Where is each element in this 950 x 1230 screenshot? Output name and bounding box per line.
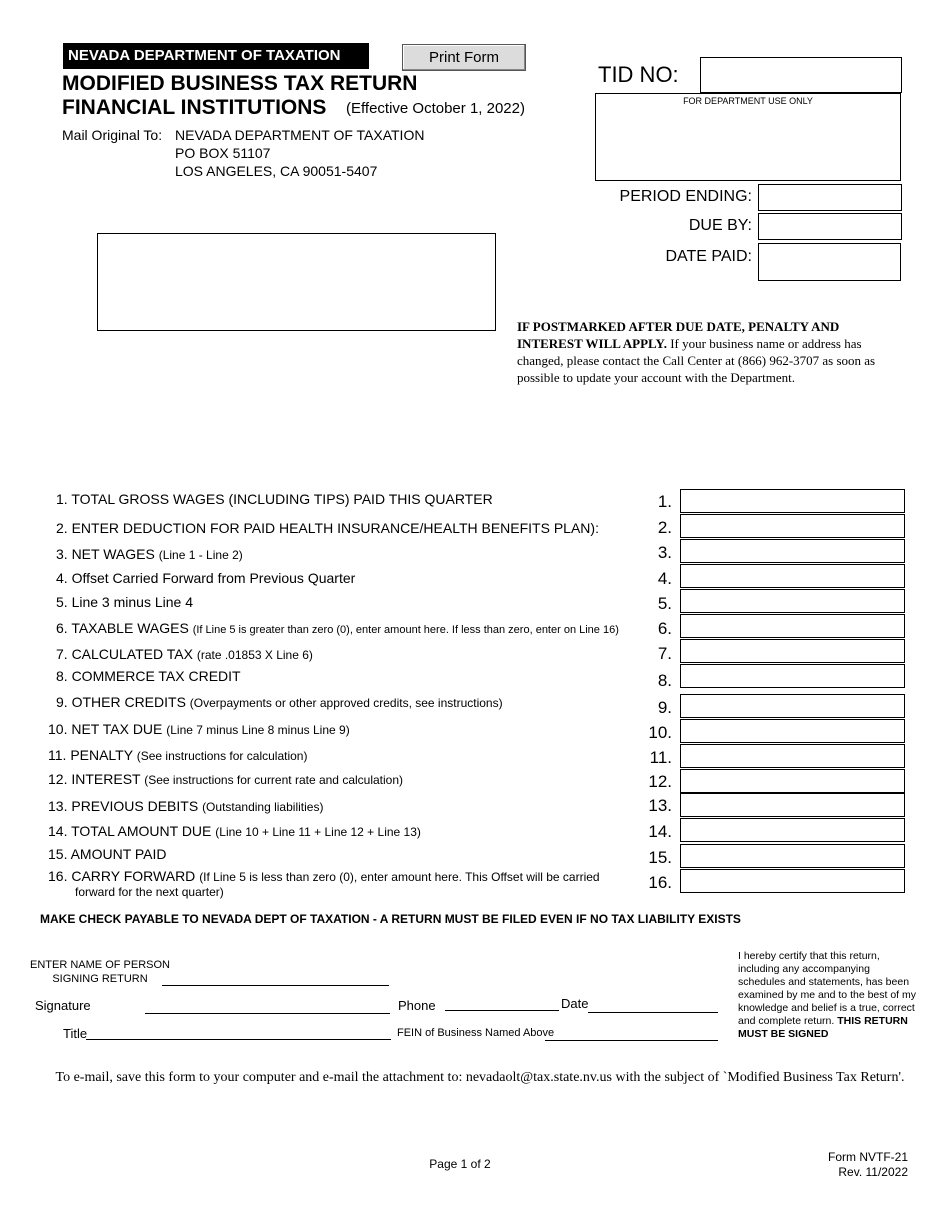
line-number: 10. — [648, 723, 672, 742]
line-amount-input[interactable] — [680, 539, 905, 563]
tid-input[interactable] — [700, 57, 902, 93]
line-label: 14. TOTAL AMOUNT DUE (Line 10 + Line 11 + Line 12 + Line 13) — [48, 823, 421, 839]
line-amount-input[interactable] — [680, 793, 905, 817]
fein-label: FEIN of Business Named Above — [397, 1027, 555, 1039]
line-label: 8. COMMERCE TAX CREDIT — [56, 668, 241, 684]
line-label: 6. TAXABLE WAGES (If Line 5 is greater than zero (0), enter amount here. If less than zero, enter on Line 16) — [56, 620, 619, 636]
taxpayer-address-box[interactable] — [97, 233, 496, 331]
line-label: 4. Offset Carried Forward from Previous Quarter — [56, 570, 356, 586]
line-amount-input[interactable] — [680, 614, 905, 638]
signature-label: Signature — [35, 998, 91, 1013]
date-label: Date — [561, 996, 589, 1011]
line-amount-input[interactable] — [680, 769, 905, 793]
tid-label: TID NO: — [598, 62, 679, 87]
line-label: 16. CARRY FORWARD (If Line 5 is less than zero (0), enter amount here. This Offset will be carried forward for the next quarter) — [48, 868, 600, 899]
line-amount-input[interactable] — [680, 564, 905, 588]
page-number: Page 1 of 2 — [429, 1157, 491, 1171]
title-label: Title — [63, 1026, 88, 1041]
mail-address — [175, 126, 424, 180]
line-amount-input[interactable] — [680, 719, 905, 743]
agency-header-bar: NEVADA DEPARTMENT OF TAXATION — [63, 43, 369, 69]
date-paid-label: DATE PAID: — [665, 248, 752, 265]
line-number: 8. — [657, 671, 672, 690]
line-label: 9. OTHER CREDITS (Overpayments or other approved credits, see instructions) — [56, 694, 503, 710]
line-number: 11. — [649, 748, 672, 767]
line-amount-input[interactable] — [680, 744, 905, 768]
line-number: 13. — [648, 796, 672, 815]
line-number: 14. — [648, 822, 672, 841]
line-amount-input[interactable] — [680, 844, 905, 868]
line-amount-input[interactable] — [680, 489, 905, 513]
mail-label: Mail Original To: — [62, 127, 163, 143]
line-label: 7. CALCULATED TAX (rate .01853 X Line 6) — [56, 646, 313, 662]
print-form-button[interactable]: Print Form — [402, 44, 526, 71]
form-title-line1: MODIFIED BUSINESS TAX RETURN — [62, 72, 418, 95]
line-number: 16. — [648, 873, 672, 892]
fein-field[interactable] — [545, 1040, 718, 1041]
department-use-box — [595, 93, 901, 181]
line-number: 7. — [657, 644, 672, 663]
email-instructions: To e-mail, save this form to your computer and e-mail the attachment to: nevadaolt@tax.state.nv.us with the subject of `Modified Business Tax Return'. — [55, 1070, 905, 1085]
date-field[interactable] — [588, 1012, 718, 1013]
line-amount-input[interactable] — [680, 589, 905, 613]
form-title-line2: FINANCIAL INSTITUTIONS — [62, 96, 327, 119]
line-amount-input[interactable] — [680, 514, 905, 538]
line-label: 15. AMOUNT PAID — [48, 846, 167, 862]
line-amount-input[interactable] — [680, 639, 905, 663]
line-amount-input[interactable] — [680, 869, 905, 893]
line-number: 1. — [657, 492, 672, 511]
line-label: 12. INTEREST (See instructions for current rate and calculation) — [48, 771, 404, 787]
penalty-notice-bold: IF POSTMARKED AFTER DUE DATE, PENALTY AND INTEREST WILL APPLY. — [517, 319, 840, 351]
line-number: 2. — [657, 518, 672, 537]
date-paid-input[interactable] — [758, 243, 901, 281]
line-label: 13. PREVIOUS DEBITS (Outstanding liabilities) — [48, 798, 324, 814]
line-label: 1. TOTAL GROSS WAGES (INCLUDING TIPS) PAID THIS QUARTER — [56, 491, 493, 507]
period-ending-input[interactable] — [758, 184, 902, 211]
line-number: 5. — [657, 594, 672, 613]
line-label: 10. NET TAX DUE (Line 7 minus Line 8 minus Line 9) — [48, 721, 350, 737]
penalty-notice — [517, 318, 907, 386]
phone-field[interactable] — [445, 1010, 559, 1011]
phone-label: Phone — [398, 998, 436, 1013]
line-number: 12. — [648, 772, 672, 791]
effective-date: (Effective October 1, 2022) — [346, 100, 525, 117]
department-use-label: FOR DEPARTMENT USE ONLY — [683, 96, 813, 106]
line-label: 5. Line 3 minus Line 4 — [56, 594, 193, 610]
due-by-label: DUE BY: — [688, 217, 752, 234]
form-number: Form NVTF-21 Rev. 11/2022 — [827, 1150, 908, 1179]
line-amount-input[interactable] — [680, 664, 905, 688]
title-field[interactable] — [86, 1039, 391, 1040]
line-label: 3. NET WAGES (Line 1 - Line 2) — [56, 546, 243, 562]
name-signer-label: ENTER NAME OF PERSON SIGNING RETURN — [30, 959, 170, 985]
signer-name-field[interactable] — [162, 985, 389, 986]
signature-field[interactable] — [145, 1013, 390, 1014]
line-number: 15. — [648, 848, 672, 867]
line-number: 3. — [657, 543, 672, 562]
mail-address-line: PO BOX 51107 — [175, 145, 271, 161]
mail-address-line: LOS ANGELES, CA 90051-5407 — [175, 163, 378, 179]
line-number: 6. — [657, 619, 672, 638]
mail-address-line: NEVADA DEPARTMENT OF TAXATION — [175, 127, 425, 143]
make-check-payable-note: MAKE CHECK PAYABLE TO NEVADA DEPT OF TAXATION - A RETURN MUST BE FILED EVEN IF NO TAX LIABILITY EXISTS — [40, 912, 741, 926]
line-number: 4. — [657, 569, 672, 588]
penalty-notice-text: If your business name or address has changed, please contact the Call Center at (866) 962-3707 as soon as possible to update your account with the Department. — [517, 336, 876, 385]
line-label: 11. PENALTY (See instructions for calculation) — [48, 747, 308, 763]
line-label: 2. ENTER DEDUCTION FOR PAID HEALTH INSURANCE/HEALTH BENEFITS PLAN): — [56, 520, 599, 536]
line-number: 9. — [657, 698, 672, 717]
period-ending-label: PERIOD ENDING: — [619, 188, 752, 205]
line-amount-input[interactable] — [680, 818, 905, 842]
certification-text: I hereby certify that this return, including any accompanying schedules and statements, has been examined by me and to the best of my knowledge and belief is a true, correct and complete return. THIS RETURN MUST BE SIGNED — [738, 950, 917, 1040]
line-amount-input[interactable] — [680, 694, 905, 718]
due-by-input[interactable] — [758, 213, 902, 240]
